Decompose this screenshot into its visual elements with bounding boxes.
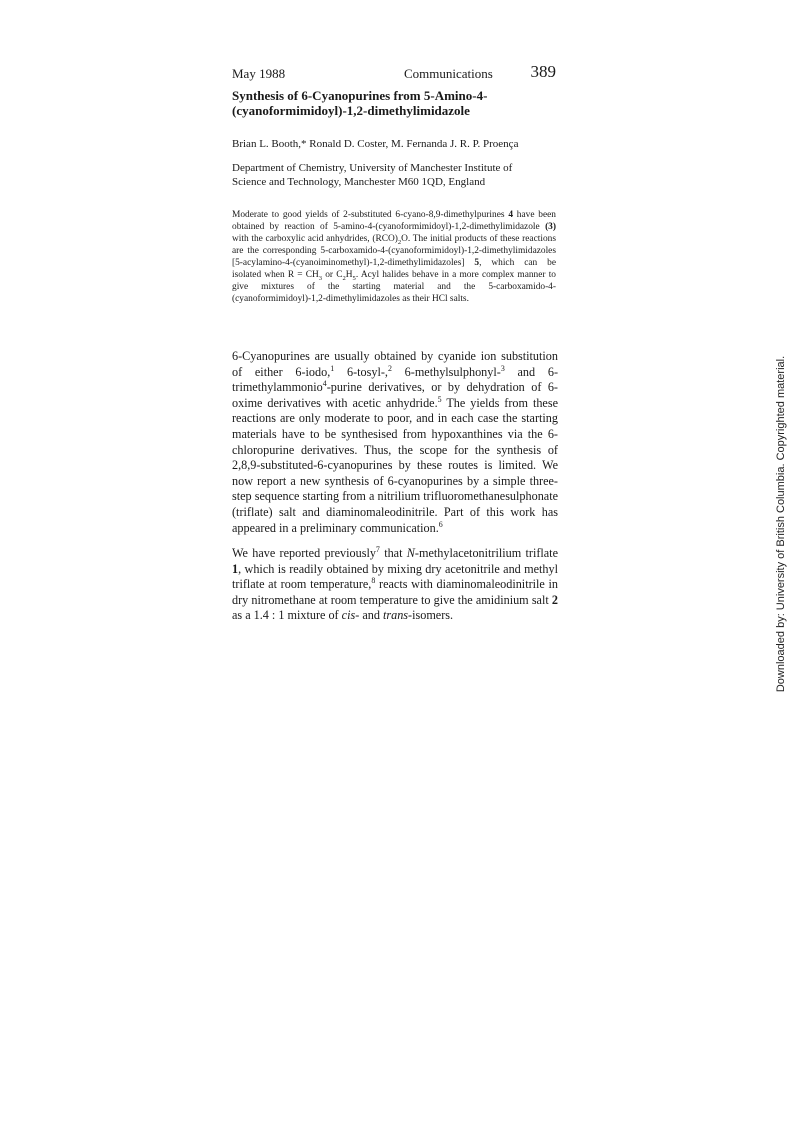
body-paragraph-1 — [232, 349, 558, 536]
article-title — [232, 88, 562, 118]
body-text: 6-Cyanopurines are usually obtained by cyanide ion substitution of either 6-iodo, — [232, 349, 558, 379]
download-watermark: Downloaded by: University of British Columbia. Copyrighted material. — [775, 355, 787, 693]
reference-marker: 4 — [322, 379, 327, 389]
compound-ref: 1 — [232, 561, 239, 576]
reference-marker: 8 — [371, 576, 376, 586]
body-text: as a 1.4 : 1 mixture of — [232, 608, 342, 623]
abstract — [232, 209, 556, 305]
body-text: , which is readily obtained by mixing dry acetonitrile and methyl triflate at room temperature, — [232, 561, 558, 592]
subscript: 2 — [397, 238, 402, 246]
body-text: that — [379, 546, 407, 560]
body-text: - and — [355, 608, 383, 623]
reference-marker: 1 — [330, 363, 335, 373]
title-line-2: (cyanoformimidoyl)-1,2-dimethylimidazole — [232, 103, 470, 118]
reference-marker: 5 — [437, 394, 442, 404]
body-paragraph-2 — [232, 546, 558, 624]
body-text: -methylacetonitrilium triflate — [414, 546, 558, 560]
subscript: 5 — [352, 274, 356, 282]
header-section: Communications — [404, 66, 493, 81]
abstract-text: . Acyl halides behave in a more complex manner to give mixtures of the starting material and the 5-carboxamido-4-(cyanoformimidoyl)-1,2-dimethylimidazoles as their HCl salts. — [232, 270, 556, 304]
body-text: reacts with diaminomaleodinitrile in dry nitromethane at room temperature to give the amidinium salt — [232, 577, 559, 607]
body-text: -isomers. — [408, 608, 454, 623]
body-text: 6-methylsulphonyl- — [391, 364, 501, 379]
subscript: 2 — [342, 274, 346, 282]
italic-text: N — [406, 546, 415, 560]
header-date: May 1988 — [232, 66, 286, 81]
compound-ref: 5 — [474, 258, 480, 268]
body-text: We have reported previously — [232, 546, 376, 560]
body-text: 6-tosyl-, — [334, 364, 388, 379]
body-text: The yields from these reactions are only moderate to poor, and in each case the starting materials have to be synthesised from hypoxanthines via the 6-chloropurine derivatives. Thus, the scope for the synthesis of 2,8,9-substituted-6-cyanopurines by these routes is limited. We now report a new synthesis of 6-cyanopurines by a simple three-step sequence starting from a nitrilium trifluoromethanesulphonate (triflate) salt and diaminomaleodinitrile. Part of this work has appeared in a preliminary communication. — [232, 395, 558, 535]
compound-ref: 2 — [551, 592, 558, 607]
title-line-1: Synthesis of 6-Cyanopurines from 5-Amino-4- — [232, 88, 488, 103]
abstract-text: , which can be isolated when R = CH — [232, 258, 556, 280]
reference-marker: 7 — [375, 544, 380, 554]
reference-marker: 6 — [438, 519, 443, 529]
affiliation — [232, 161, 562, 189]
author-list: Brian L. Booth,* Ronald D. Coster, M. Fernanda J. R. P. Proença — [232, 138, 519, 150]
abstract-text: O. The initial products of these reactions are the corresponding 5-carboxamido-4-(cyanoformimidoyl)-1,2-dimethylimidazoles [5-acylamino-4-(cyanoiminomethyl)-1,2-dimethylimidazoles] — [232, 234, 556, 268]
page-number: 389 — [530, 62, 556, 81]
running-header — [232, 64, 556, 84]
affiliation-line-2: Science and Technology, Manchester M60 1QD, England — [232, 176, 486, 188]
compound-ref: 4 — [508, 210, 513, 220]
italic-text: trans — [382, 608, 409, 623]
italic-text: cis — [341, 608, 356, 623]
body-text: and 6-trimethylammonio — [232, 364, 559, 395]
abstract-text: Moderate to good yields of 2-substituted 6-cyano-8,9-dimethylpurines — [232, 210, 509, 220]
affiliation-line-1: Department of Chemistry, University of Manchester Institute of — [232, 162, 513, 174]
abstract-text: with the carboxylic acid anhydrides, (RCO) — [232, 234, 398, 244]
reference-marker: 2 — [387, 363, 392, 373]
subscript: 3 — [318, 274, 323, 282]
reference-marker: 3 — [500, 363, 505, 373]
abstract-text: H — [345, 270, 353, 280]
compound-ref: (3) — [545, 222, 556, 232]
body-text: -purine derivatives, or by dehydration of 6-oxime derivatives with acetic anhydride. — [232, 380, 558, 410]
abstract-text: have been obtained by reaction of 5-amino-4-(cyanoformimidoyl)-1,2-dimethylimidazole — [232, 210, 556, 232]
abstract-text: or C — [322, 270, 343, 280]
